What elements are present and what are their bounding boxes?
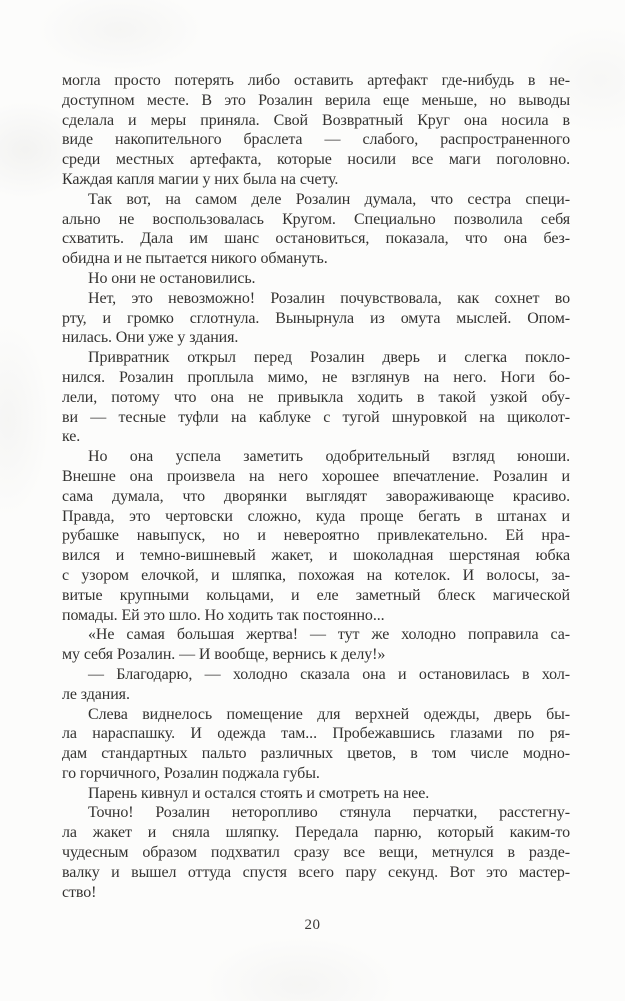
- paragraph: [62, 269, 570, 289]
- paragraph: [62, 447, 570, 625]
- text-line: ке.: [62, 428, 81, 446]
- text-line: помады. Ей это шло. Но ходить так постоянно...: [62, 606, 385, 624]
- paragraph: [62, 665, 570, 705]
- text-line: ле здания.: [62, 685, 130, 703]
- text-line: ви — тесные туфли на каблуке с тугой шнуровкой на щиколот-: [62, 408, 570, 426]
- paragraph: [62, 784, 570, 804]
- text-line: Слева виднелось помещение для верхней одежды, дверь бы-: [88, 705, 570, 723]
- text-line: — Благодарю, — холодно сказала она и остановилась в хол-: [88, 665, 570, 683]
- text-line: го горчичного, Розалин поджала губы.: [62, 764, 320, 782]
- text-line: му себя Розалин. — И вообще, вернись к делу!»: [62, 646, 386, 664]
- text-line: ально не воспользовалась Кругом. Специально позволила себя: [62, 210, 570, 228]
- text-line: доступном месте. В это Розалин верила еще меньше, но выводы: [62, 91, 570, 109]
- text-line: нился. Розалин проплыла мимо, не взглянув на него. Ноги бо-: [62, 368, 570, 386]
- text-line: Правда, это чертовски сложно, куда проще бегать в штанах и: [62, 507, 570, 525]
- page-text: [62, 71, 570, 902]
- page-number: 20: [304, 917, 321, 933]
- text-line: могла просто потерять либо оставить артефакт где-нибудь в не-: [62, 72, 570, 89]
- text-line: виде накопительного браслета — слабого, распространенного: [62, 131, 570, 149]
- text-line: «Не самая большая жертва! — тут же холодно поправила са-: [88, 626, 570, 644]
- text-line: чудесным образом подхватил сразу все вещи, метнулся в разде-: [62, 844, 570, 862]
- text-line: Привратник открыл перед Розалин дверь и слегка покло-: [88, 349, 570, 367]
- paragraph: [62, 348, 570, 447]
- text-line: нилась. Они уже у здания.: [62, 329, 239, 347]
- text-line: Но они не остановились.: [88, 269, 256, 287]
- text-line: ство!: [62, 883, 97, 901]
- text-line: Каждая капля магии у них была на счету.: [62, 170, 339, 188]
- text-line: ла жакет и сняла шляпку. Передала парню, который каким-то: [62, 824, 570, 842]
- text-line: дам стандартных пальто различных цветов, в том числе модно-: [62, 745, 570, 763]
- text-line: сделала и меры приняла. Свой Возвратный Круг она носила в: [62, 111, 570, 129]
- text-line: Внешне она произвела на него хорошее впечатление. Розалин и: [62, 467, 570, 485]
- text-line: витые крупными кольцами, и еле заметный блеск магической: [62, 586, 570, 604]
- paragraph: [62, 803, 570, 902]
- text-line: валку и вышел оттуда спустя всего пару секунд. Вот это мастер-: [62, 863, 570, 881]
- paragraph: [62, 705, 570, 784]
- paragraph: [62, 71, 570, 190]
- paragraph: [62, 625, 570, 665]
- text-line: Нет, это невозможно! Розалин почувствовала, как сохнет во: [88, 289, 570, 307]
- text-line: Точно! Розалин неторопливо стянула перчатки, расстегну-: [88, 804, 570, 822]
- text-line: лели, потому что она не привыкла ходить в такой узкой обу-: [62, 388, 570, 406]
- text-line: Парень кивнул и остался стоять и смотреть на нее.: [88, 784, 430, 802]
- paragraph: [62, 289, 570, 348]
- text-line: вился и темно-вишневый жакет, и шоколадная шерстяная юбка: [62, 547, 570, 565]
- text-line: Так вот, на самом деле Розалин думала, что сестра специ-: [88, 190, 570, 208]
- text-line: рту, и громко сглотнула. Вынырнула из омута мыслей. Опом-: [62, 309, 570, 327]
- text-line: с узором елочкой, и шляпка, похожая на котелок. И волосы, за-: [62, 566, 570, 584]
- paragraph: [62, 190, 570, 269]
- text-line: Но она успела заметить одобрительный взгляд юноши.: [88, 448, 570, 466]
- text-line: рубашке навыпуск, но и невероятно привлекательно. Ей нра-: [62, 527, 570, 545]
- text-line: среди местных артефакта, которые носили все маги поголовно.: [62, 151, 570, 169]
- text-line: ла нараспашку. И одежда там... Пробежавшись глазами по ря-: [62, 725, 570, 743]
- text-line: схватить. Дала им шанс остановиться, показала, что она без-: [62, 230, 570, 248]
- text-line: сама думала, что дворянки выглядят завораживающе красиво.: [62, 487, 570, 505]
- text-line: обидна и не пытается никого обмануть.: [62, 250, 328, 268]
